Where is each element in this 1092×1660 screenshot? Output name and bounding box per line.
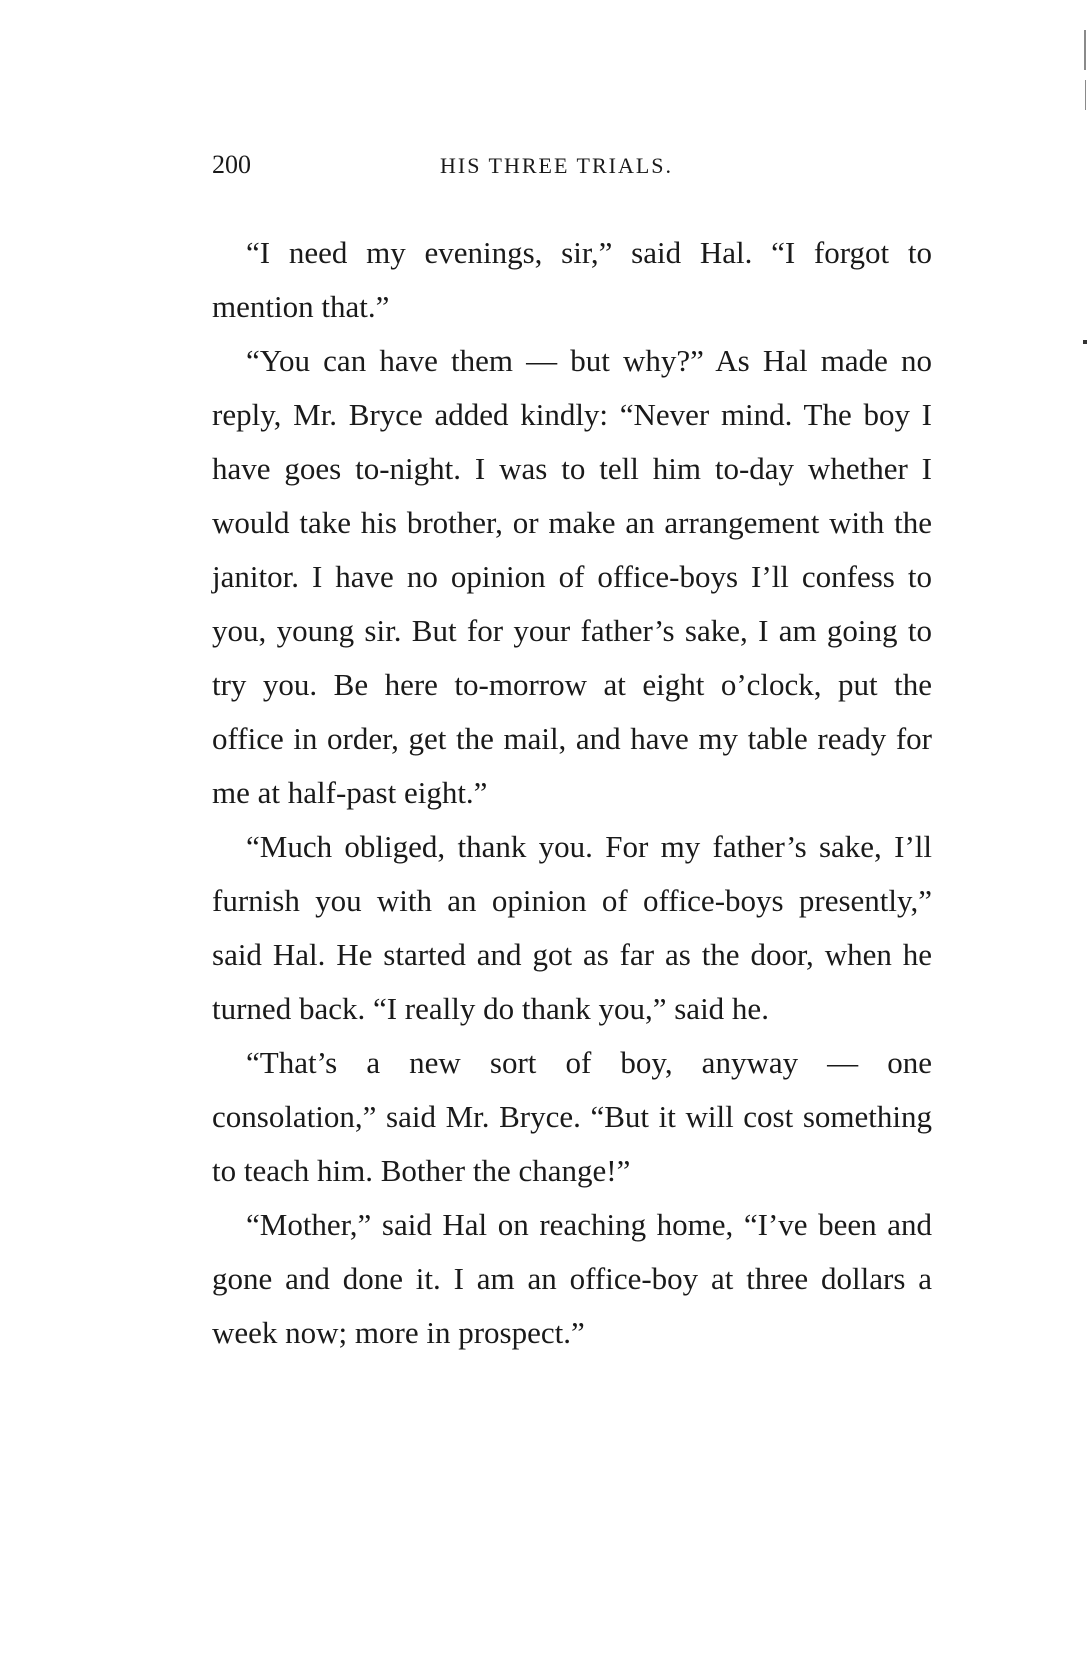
paragraph: “Mother,” said Hal on reaching home, “I’ve been and gone and done it. I am an office-boy at three dollars a week now; more in prospect.” xyxy=(212,1207,932,1350)
paragraph: “You can have them — but why?” As Hal made no reply, Mr. Bryce added kindly: “Never mind. The boy I have goes to-night. I was to tell him to-day whether I would take his brother, or make an arrangement with the janitor. I have no opinion of office-boys I’ll confess to you, young sir. But for your father’s sake, I am going to try you. Be here to-morrow at eight o’clock, put the office in order, get the mail, and have my table ready for me at half-past eight.” xyxy=(212,343,932,810)
running-title: HIS THREE TRIALS. xyxy=(440,153,674,178)
paragraph: “I need my evenings, sir,” said Hal. “I forgot to mention that.” xyxy=(212,235,932,324)
paragraph: “That’s a new sort of boy, anyway — one consolation,” said Mr. Bryce. “But it will cost something to teach him. Bother the change!” xyxy=(212,1045,932,1188)
running-head xyxy=(212,150,932,190)
paragraph: “Much obliged, thank you. For my father’s sake, I’ll furnish you with an opinion of office-boys presently,” said Hal. He started and got as far as the door, when he turned back. “I really do thank you,” said he. xyxy=(212,829,932,1026)
scan-edge-marks xyxy=(1080,0,1092,1660)
page-number: 200 xyxy=(212,150,251,179)
body-text xyxy=(212,226,932,1360)
